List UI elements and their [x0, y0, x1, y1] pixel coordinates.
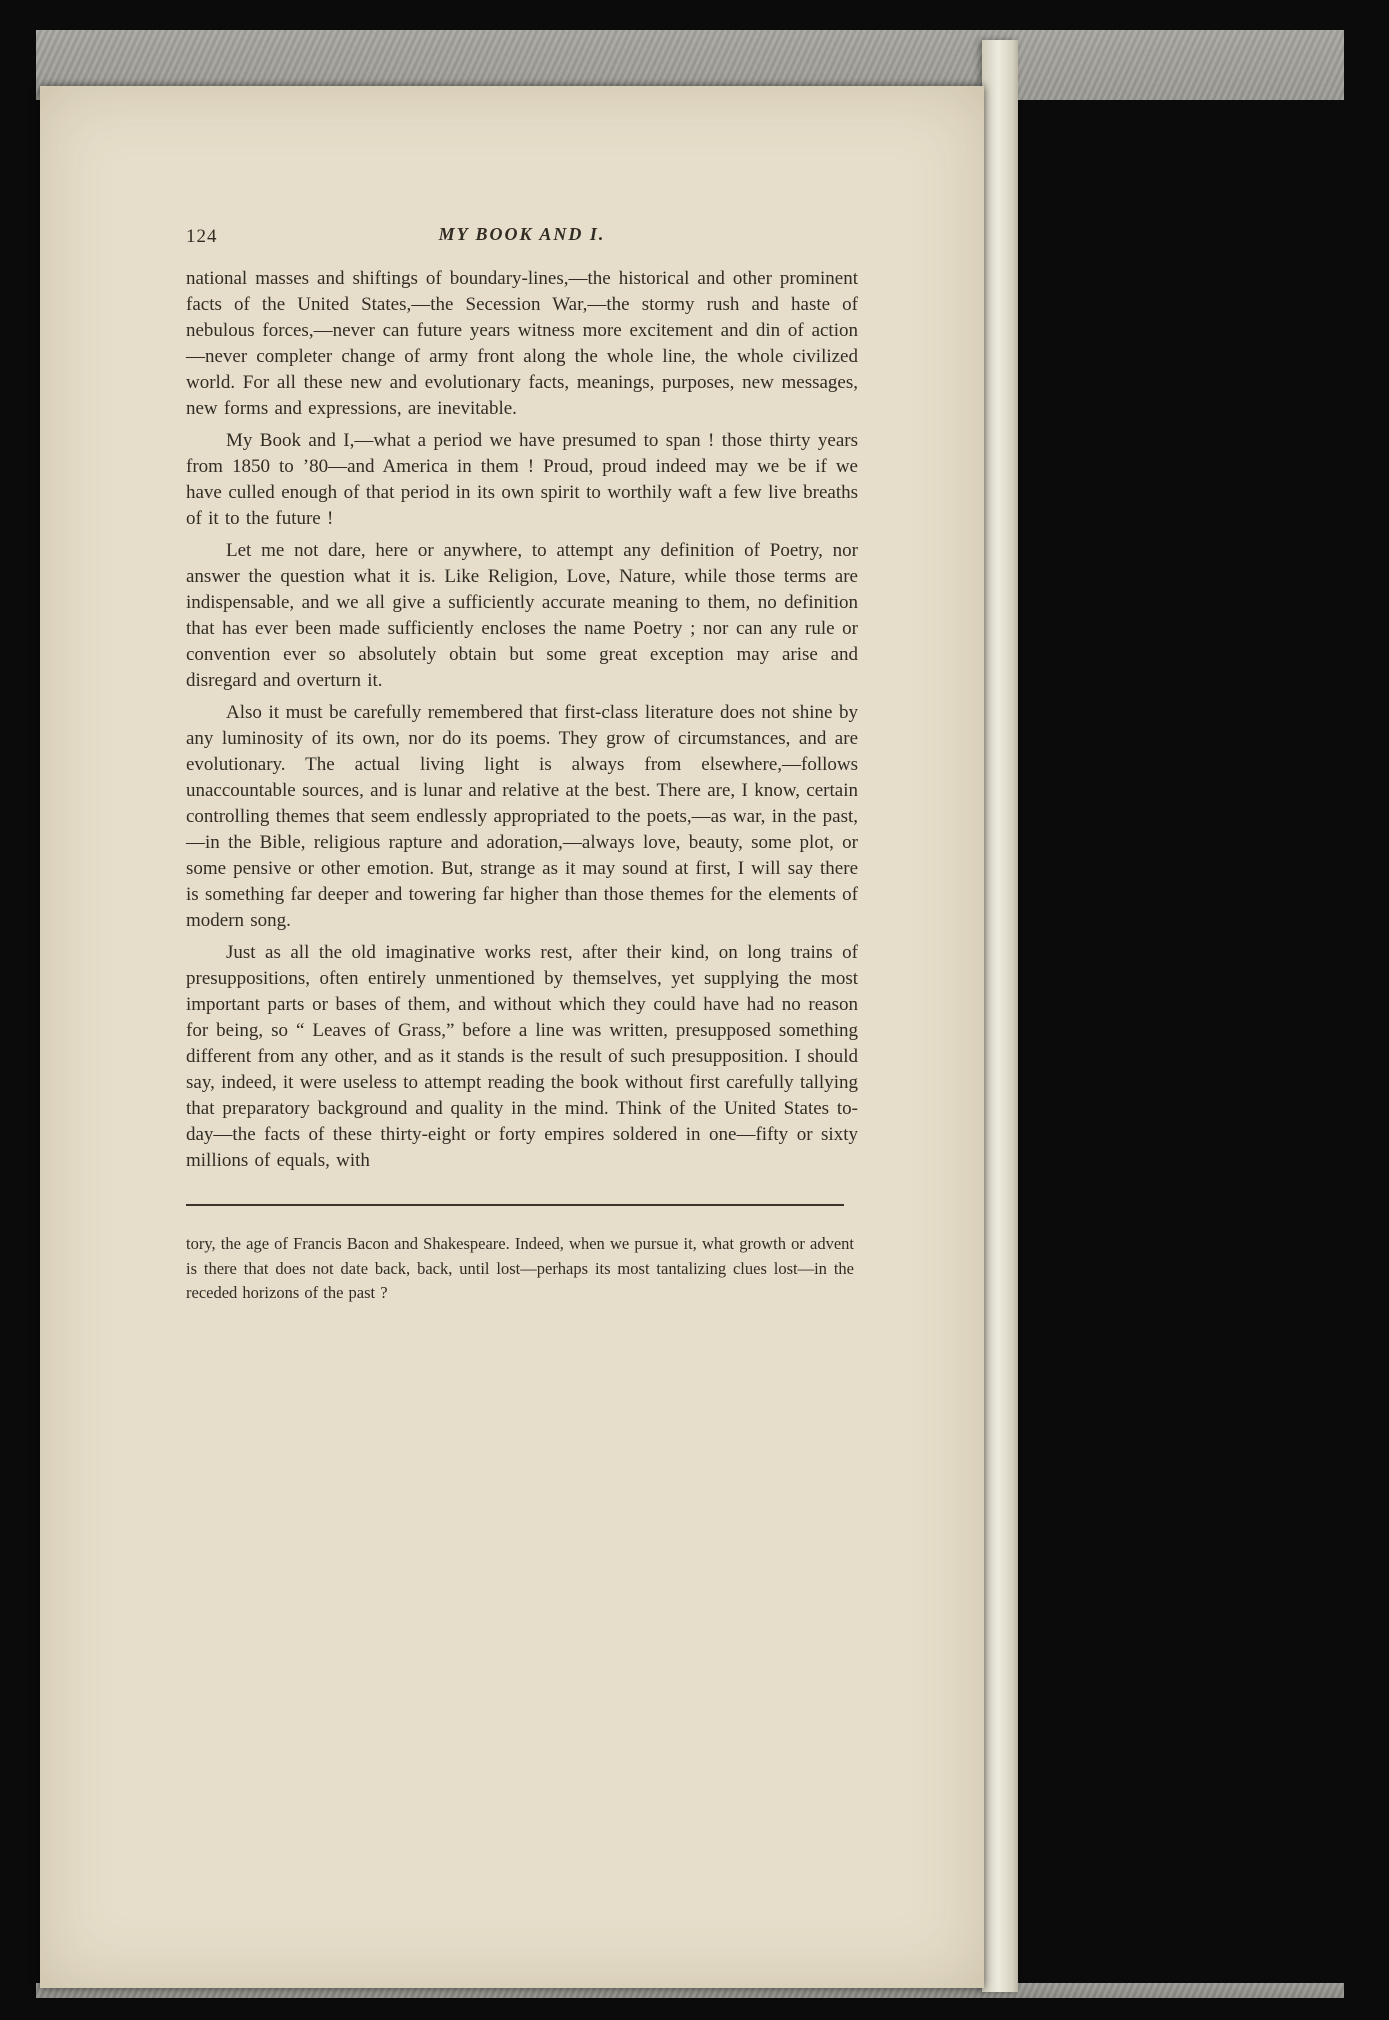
adjacent-page-edge	[982, 40, 1018, 1992]
paragraph: My Book and I,—what a period we have presumed to span ! those thirty years from 1850 to ’80—and America in them ! Proud, proud indeed may we be if we have culled enough of that period in its own spirit to worthily waft a few live breaths of it to the future !	[186, 430, 858, 529]
paragraph: Let me not dare, here or anywhere, to attempt any definition of Poetry, nor answer the question what it is. Like Religion, Love, Nature, while those terms are indispensable, and we all give a sufficiently accurate meaning to them, no definition that has ever been made sufficiently encloses the name Poetry ; nor can any rule or convention ever so absolutely obtain but some great exception may arise and disregard and overturn it.	[186, 540, 858, 691]
footnote: tory, the age of Francis Bacon and Shakespeare. Indeed, when we pursue it, what growth or advent is there that does not date back, back, until lost—perhaps its most tantalizing clues lost—in the receded horizons of the past ?	[186, 1234, 854, 1302]
page-number: 124	[186, 226, 218, 247]
footnote-rule	[186, 1204, 844, 1206]
running-head	[186, 224, 858, 252]
book-page	[40, 86, 984, 1988]
text-block	[186, 224, 858, 1306]
running-header: MY BOOK AND I.	[438, 224, 606, 244]
paragraph: Just as all the old imaginative works rest, after their kind, on long trains of presuppositions, often entirely unmentioned by themselves, yet supplying the most important parts or bases of them, and without which they could have had no reason for being, so “ Leaves of Grass,” before a line was written, presupposed something different from any other, and as it stands is the result of such presupposition. I should say, indeed, it were useless to attempt reading the book without first carefully tallying that preparatory background and quality in the mind. Think of the United States to-day—the facts of these thirty-eight or forty empires soldered in one—fifty or sixty millions of equals, with	[186, 942, 858, 1171]
paragraph: Also it must be carefully remembered that first-class literature does not shine by any luminosity of its own, nor do its poems. They grow of circumstances, and are evolutionary. The actual living light is always from elsewhere,—follows unaccountable sources, and is lunar and relative at the best. There are, I know, certain controlling themes that seem endlessly appropriated to the poets,—as war, in the past,—in the Bible, religious rapture and adoration,—always love, beauty, some plot, or some pensive or other emotion. But, strange as it may sound at first, I will say there is something far deeper and towering far higher than those themes for the elements of modern song.	[186, 702, 858, 931]
body-text	[186, 266, 858, 1174]
paragraph: national masses and shiftings of boundary-lines,—the historical and other prominent facts of the United States,—the Secession War,—the stormy rush and haste of nebulous forces,—never can future years witness more excitement and din of action—never completer change of army front along the whole line, the whole civilized world. For all these new and evolutionary facts, meanings, purposes, new messages, new forms and expressions, are inevitable.	[186, 268, 858, 419]
